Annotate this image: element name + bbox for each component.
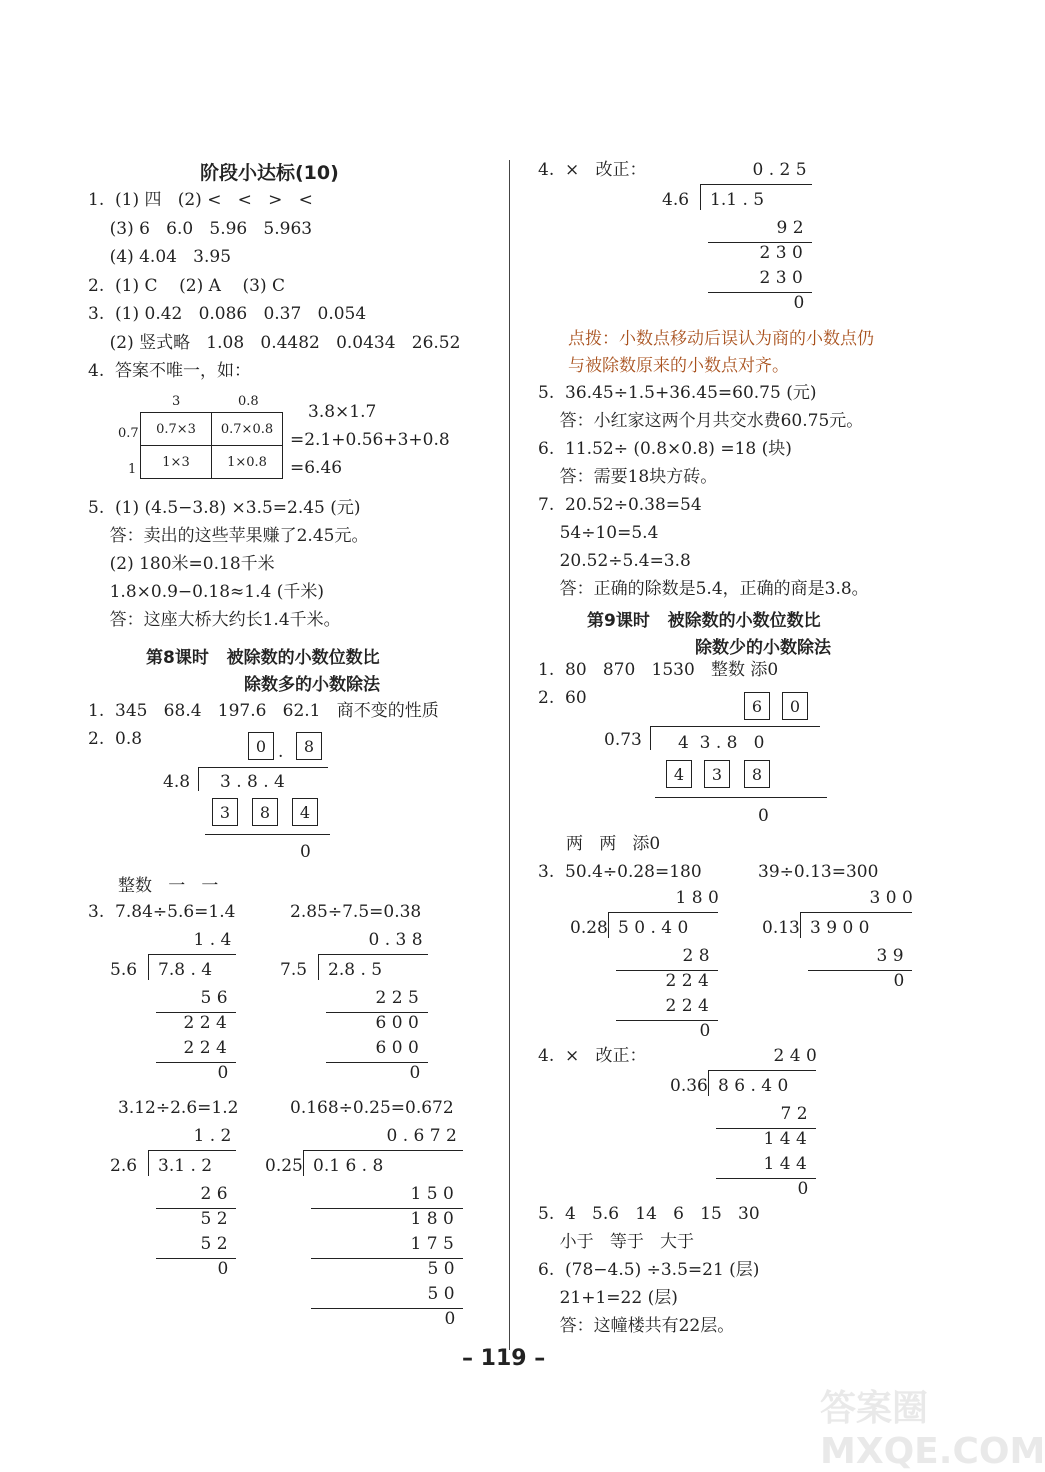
answer-line: 2. (1) C (2) A (3) C — [88, 275, 286, 296]
answer-line: 4. 答案不唯一，如： — [88, 361, 252, 381]
division-step: 0 — [444, 1309, 456, 1329]
division-bracket — [318, 954, 319, 980]
l9-q6b: 21+1=22 (层) — [538, 1288, 678, 1308]
lesson8-title: 第8课时 被除数的小数位数比 — [146, 648, 380, 668]
tip-line: 与被除数原来的小数点对齐。 — [568, 356, 789, 376]
l9-q2: 2. 60 — [538, 688, 587, 708]
dividend: 3.1 . 2 — [158, 1156, 213, 1176]
l8-q2: 2. 0.8 — [88, 729, 143, 749]
division-step: 2 2 4 — [183, 1038, 227, 1058]
quotient: 0 . 6 7 2 — [386, 1126, 457, 1146]
division-step: 0 — [699, 1021, 711, 1041]
division-rule — [148, 954, 236, 955]
division-bracket — [608, 912, 609, 938]
dividend: 5 0 . 4 0 — [618, 918, 689, 938]
division-step: 0 — [409, 1063, 421, 1083]
area-model-grid — [140, 412, 283, 479]
lesson9-subtitle: 除数少的小数除法 — [695, 638, 831, 658]
dividend: 4 3 . 8 0 — [678, 733, 765, 753]
dividend: 2.8 . 5 — [328, 960, 383, 980]
division-step: 1 5 0 — [410, 1184, 454, 1204]
dividend: 8 6 . 4 0 — [718, 1076, 789, 1096]
answer-box: 3 — [212, 798, 238, 826]
l9-q1: 1. 80 870 1530 整数 添0 — [538, 660, 779, 680]
division-rule — [608, 912, 718, 913]
division-step: 7 2 — [780, 1104, 808, 1124]
division-step: 1 7 5 — [410, 1234, 454, 1254]
grid-row-label: 1 — [128, 462, 137, 477]
division-step: 5 0 — [427, 1284, 455, 1304]
divisor: 0.28 — [570, 918, 608, 938]
answer-box: 0 — [782, 692, 808, 720]
division-rule — [148, 1150, 236, 1151]
answer-line: 答：正确的除数是5.4，正确的商是3.8。 — [538, 579, 869, 599]
answer-line: (2) 180米=0.18千米 — [88, 554, 275, 574]
answer-box: 8 — [252, 798, 278, 826]
quotient: 1 . 4 — [193, 930, 232, 950]
decimal-point: . — [278, 742, 284, 762]
l8-q3a: 3. 7.84÷5.6=1.4 — [88, 902, 236, 922]
division-bracket — [148, 954, 149, 980]
l9-q6c: 答：这幢楼共有22层。 — [538, 1316, 735, 1336]
grid-cell: 1×3 — [141, 446, 212, 479]
division-step: 0 — [217, 1259, 229, 1279]
answer-line: 54÷10=5.4 — [538, 523, 659, 543]
dividend: 1.1 . 5 — [710, 190, 765, 210]
division-rule — [311, 1308, 463, 1309]
watermark-text: 答案圈 MXQE.COM — [820, 1388, 1045, 1472]
division-step: 0 — [893, 971, 905, 991]
l9-q2-note: 两 两 添0 — [566, 834, 661, 854]
division-step: 0 — [793, 293, 805, 313]
division-step: 0 — [217, 1063, 229, 1083]
l9-q5b: 小于 等于 大于 — [538, 1232, 695, 1252]
division-step: 9 2 — [776, 218, 804, 238]
division-step: 2 3 0 — [759, 268, 803, 288]
remainder: 0 — [300, 842, 311, 862]
divisor: 7.5 — [280, 960, 308, 980]
quotient: 0 . 2 5 — [752, 160, 807, 180]
divisor: 4.6 — [662, 190, 690, 210]
division-step: 6 0 0 — [375, 1013, 419, 1033]
answer-line: 5. (1) (4.5−3.8) ×3.5=2.45 (元) — [88, 498, 361, 518]
division-bracket — [708, 1070, 709, 1096]
division-step: 6 0 0 — [375, 1038, 419, 1058]
page-number: – 119 – — [462, 1346, 546, 1371]
answer-box: 3 — [704, 760, 730, 788]
grid-row-label: 0.7 — [118, 426, 139, 441]
l8-q3b: 2.85÷7.5=0.38 — [290, 902, 422, 922]
answer-line: (3) 6 6.0 5.96 5.963 — [88, 218, 313, 239]
calc-line: 3.8×1.7 — [308, 402, 377, 422]
dividend: 7.8 . 4 — [158, 960, 213, 980]
divisor: 5.6 — [110, 960, 138, 980]
grid-col-label: 3 — [172, 394, 181, 409]
quotient: 0 . 3 8 — [368, 930, 423, 950]
division-step: 2 2 5 — [375, 988, 419, 1008]
division-step: 1 4 4 — [763, 1154, 807, 1174]
l8-q1: 1. 345 68.4 197.6 62.1 商不变的性质 — [88, 701, 439, 721]
l8-q3c: 3.12÷2.6=1.2 — [118, 1098, 239, 1118]
divisor: 0.73 — [604, 730, 642, 750]
l9-q3a: 3. 50.4÷0.28=180 — [538, 862, 702, 882]
l9-q4: 4. × 改正： — [538, 1046, 647, 1066]
division-step: 1 8 0 — [410, 1209, 454, 1229]
answer-line: 答：需要18块方砖。 — [538, 467, 718, 487]
division-rule — [303, 1150, 463, 1151]
division-bracket — [303, 1150, 304, 1176]
answer-line: 1.8×0.9−0.18≈1.4 (千米) — [88, 582, 324, 602]
calc-line: =2.1+0.56+3+0.8 — [290, 430, 450, 450]
dividend: 0.1 6 . 8 — [313, 1156, 384, 1176]
answer-box: 8 — [296, 732, 322, 760]
divisor: 2.6 — [110, 1156, 138, 1176]
answer-box: 6 — [744, 692, 770, 720]
division-bracket — [800, 912, 801, 938]
division-step: 2 3 0 — [759, 243, 803, 263]
answer-box: 4 — [666, 760, 692, 788]
section-title: 阶段小达标(10) — [200, 162, 339, 184]
answer-line: (2) 竖式略 1.08 0.4482 0.0434 26.52 — [88, 332, 461, 353]
divisor: 0.25 — [265, 1156, 303, 1176]
division-bracket — [148, 1150, 149, 1176]
l9-q3b: 39÷0.13=300 — [758, 862, 879, 882]
r-q4: 4. × 改正： — [538, 160, 647, 180]
lesson9-title: 第9课时 被除数的小数位数比 — [587, 611, 821, 631]
division-step: 5 6 — [200, 988, 228, 1008]
division-rule — [318, 954, 428, 955]
lesson8-subtitle: 除数多的小数除法 — [244, 675, 380, 695]
answer-line: 6. 11.52÷ (0.8×0.8) =18 (块) — [538, 439, 792, 459]
answer-line: 答：这座大桥大约长1.4千米。 — [88, 610, 341, 630]
dividend: 3 9 0 0 — [810, 918, 870, 938]
division-step: 1 4 4 — [763, 1129, 807, 1149]
grid-cell: 0.7×0.8 — [212, 413, 283, 446]
division-step: 5 2 — [200, 1209, 228, 1229]
division-step: 2 8 — [682, 946, 710, 966]
l9-q5a: 5. 4 5.6 14 6 15 30 — [538, 1204, 760, 1224]
answer-box: 0 — [248, 732, 274, 760]
divisor: 0.36 — [670, 1076, 708, 1096]
division-bracket — [700, 184, 701, 210]
divisor: 0.13 — [762, 918, 800, 938]
division-step: 2 6 — [200, 1184, 228, 1204]
quotient: 2 4 0 — [773, 1046, 817, 1066]
division-step: 5 0 — [427, 1259, 455, 1279]
division-step: 3 9 — [876, 946, 904, 966]
division-step: 5 2 — [200, 1234, 228, 1254]
division-step: 2 2 4 — [183, 1013, 227, 1033]
answer-line: 1. (1) 四 (2) < < > < — [88, 190, 313, 210]
dividend: 3 . 8 . 4 — [220, 772, 285, 792]
division-step: 2 2 4 — [665, 996, 709, 1016]
remainder: 0 — [758, 806, 769, 826]
quotient: 3 0 0 — [869, 888, 913, 908]
l9-q6a: 6. (78−4.5) ÷3.5=21 (层) — [538, 1260, 760, 1280]
answer-line: 5. 36.45÷1.5+36.45=60.75 (元) — [538, 383, 817, 403]
grid-cell: 1×0.8 — [212, 446, 283, 479]
grid-cell: 0.7×3 — [141, 413, 212, 446]
tip-line: 点拨：小数点移动后误认为商的小数点仍 — [568, 329, 874, 349]
divisor: 4.8 — [163, 772, 191, 792]
answer-line: 答：卖出的这些苹果赚了2.45元。 — [88, 526, 369, 546]
l8-q2-note: 整数 一 一 — [118, 876, 219, 896]
division-step: 0 — [797, 1179, 809, 1199]
calc-line: =6.46 — [290, 458, 343, 478]
column-divider — [509, 160, 510, 1350]
division-rule — [800, 912, 912, 913]
answer-line: 20.52÷5.4=3.8 — [538, 551, 691, 571]
division-step: 2 2 4 — [665, 971, 709, 991]
answer-box: 8 — [744, 760, 770, 788]
answer-line: (4) 4.04 3.95 — [88, 247, 232, 267]
grid-col-label: 0.8 — [238, 394, 259, 409]
division-rule — [700, 184, 812, 185]
l8-q3d: 0.168÷0.25=0.672 — [290, 1098, 454, 1118]
division-rule — [708, 1070, 816, 1071]
answer-box: 4 — [292, 798, 318, 826]
answer-line: 3. (1) 0.42 0.086 0.37 0.054 — [88, 304, 367, 324]
quotient: 1 8 0 — [675, 888, 719, 908]
answer-line: 答：小红家这两个月共交水费60.75元。 — [538, 411, 864, 431]
answer-line: 7. 20.52÷0.38=54 — [538, 495, 702, 515]
quotient: 1 . 2 — [193, 1126, 232, 1146]
